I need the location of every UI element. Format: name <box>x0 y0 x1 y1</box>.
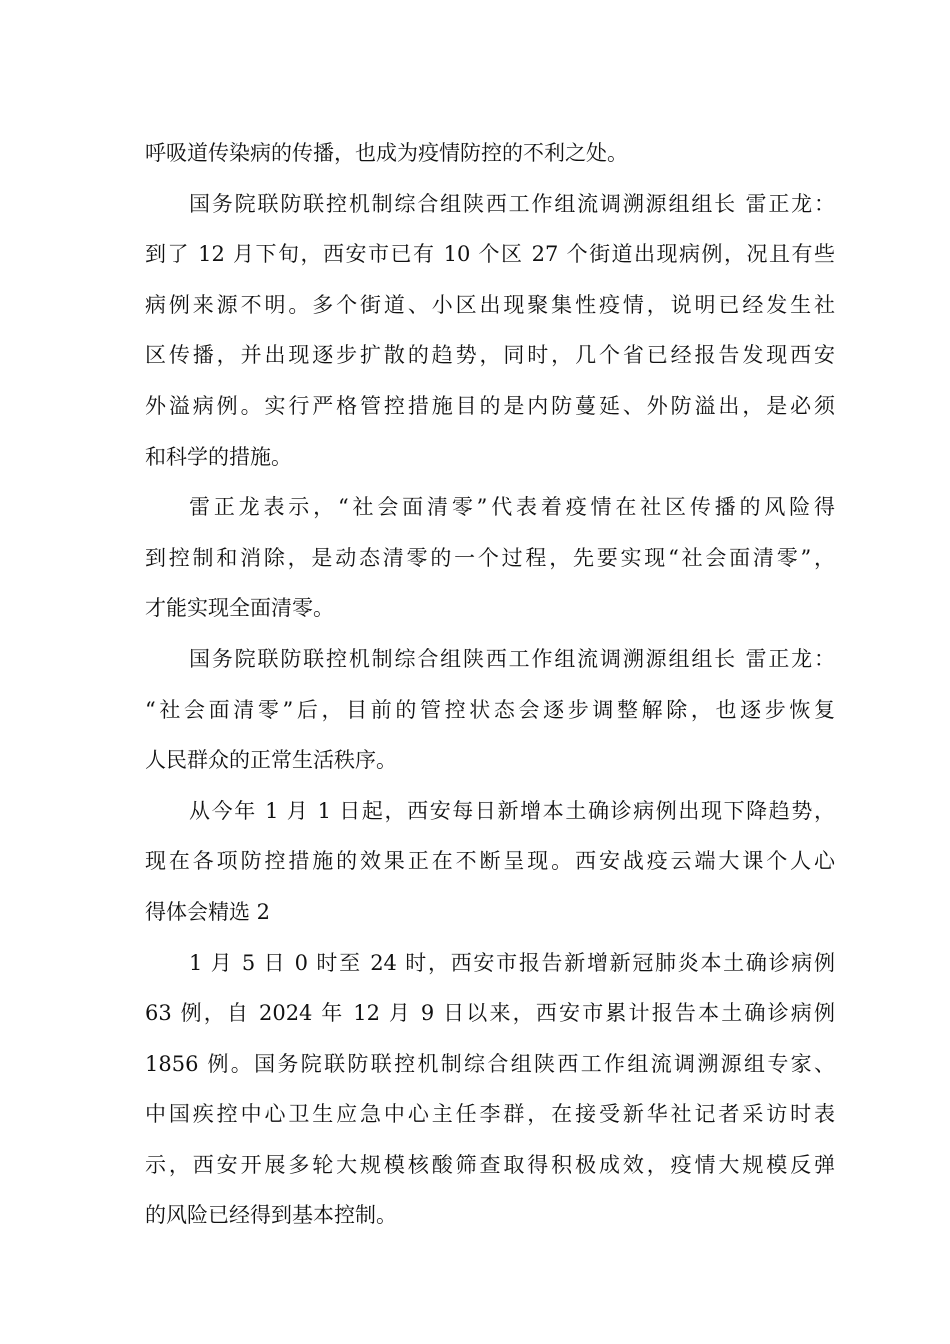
text-line: 外溢病例。实行严格管控措施目的是内防蔓延、外防溢出，是必须 <box>145 393 835 418</box>
text-line: 区传播，并出现逐步扩散的趋势，同时，几个省已经报告发现西安 <box>145 343 835 368</box>
text-line: 示，西安开展多轮大规模核酸筛查取得积极成效，疫情大规模反弹 <box>145 1152 835 1177</box>
paragraph-4 <box>145 634 835 786</box>
text-line: 雷正龙表示，“社会面清零”代表着疫情在社区传播的风险得 <box>189 495 835 520</box>
text-line: 国务院联防联控机制综合组陕西工作组流调溯源组组长 雷正龙： <box>189 646 835 671</box>
paragraph-1 <box>145 128 835 179</box>
text-line: 呼吸道传染病的传播，也成为疫情防控的不利之处。 <box>145 141 628 165</box>
text-line: 1 月 5 日 0 时至 24 时，西安市报告新增新冠肺炎本土确诊病例 <box>189 950 835 975</box>
text-line: 的风险已经得到基本控制。 <box>145 1203 397 1228</box>
text-line: 国务院联防联控机制综合组陕西工作组流调溯源组组长 雷正龙： <box>189 191 835 216</box>
paragraph-3 <box>145 482 835 634</box>
text-line: 从今年 1 月 1 日起，西安每日新增本土确诊病例出现下降趋势， <box>189 798 835 823</box>
text-line: 病例来源不明。多个街道、小区出现聚集性疫情，说明已经发生社 <box>145 292 835 317</box>
text-line: 现在各项防控措施的效果正在不断呈现。西安战疫云端大课个人心 <box>145 849 835 874</box>
text-line: 1856 例。国务院联防联控机制综合组陕西工作组流调溯源组专家、 <box>145 1051 835 1076</box>
text-line: 和科学的措施。 <box>145 444 292 469</box>
paragraph-5 <box>145 786 835 938</box>
text-line: 63 例，自 2024 年 12 月 9 日以来，西安市累计报告本土确诊病例 <box>145 1001 835 1026</box>
text-line: 才能实现全面清零。 <box>145 596 334 621</box>
text-line: 人民群众的正常生活秩序。 <box>145 748 397 773</box>
paragraph-2 <box>145 179 835 483</box>
paragraph-6 <box>145 938 835 1242</box>
text-line: 得体会精选 2 <box>145 899 271 924</box>
text-line: “社会面清零”后，目前的管控状态会逐步调整解除，也逐步恢复 <box>145 697 835 722</box>
text-line: 到了 12 月下旬，西安市已有 10 个区 27 个街道出现病例，况且有些 <box>145 242 835 267</box>
document-body <box>145 128 835 1241</box>
text-line: 到控制和消除，是动态清零的一个过程，先要实现“社会面清零”， <box>145 545 835 570</box>
text-line: 中国疾控中心卫生应急中心主任李群，在接受新华社记者采访时表 <box>145 1102 835 1127</box>
